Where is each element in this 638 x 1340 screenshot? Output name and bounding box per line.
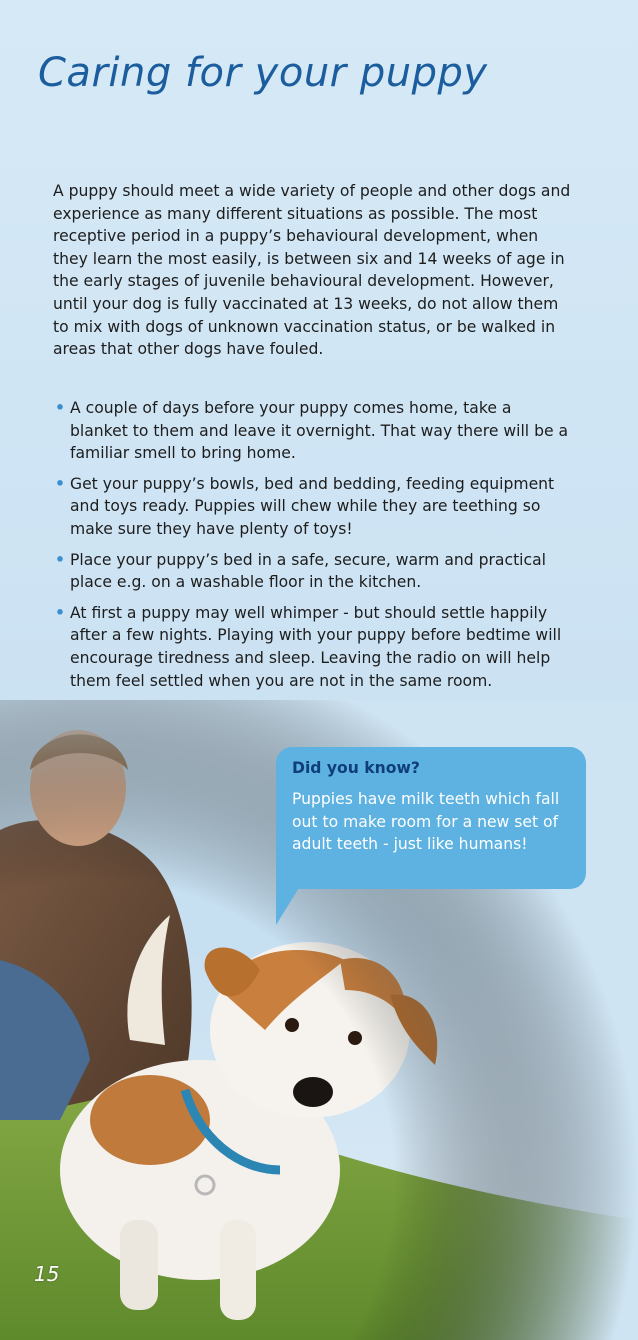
list-item-text: A couple of days before your puppy comes home, take a blanket to them and leave it overnight. That way there will be a familiar smell to bring home. [70, 399, 569, 463]
tips-list [53, 397, 573, 700]
list-item [53, 602, 573, 692]
callout-title: Did you know? [292, 759, 420, 777]
list-item [53, 473, 573, 541]
page-number: 15 [34, 1262, 60, 1286]
did-you-know-callout [276, 747, 586, 889]
list-item [53, 397, 573, 465]
bullet-icon: • [55, 550, 65, 569]
list-item-text: Get your puppy’s bowls, bed and bedding, feeding equipment and toys ready. Puppies will chew while they are teething so make sure they have plenty of toys! [70, 474, 555, 538]
intro-paragraph: A puppy should meet a wide variety of people and other dogs and experience as many different situations as possible. The most receptive period in a puppy’s behavioural development, when they learn the most easily, is between six and 14 weeks of age in the early stages of juvenile behavioural development. However, until your dog is fully vaccinated at 13 weeks, do not allow them to mix with dogs of unknown vaccination status, or be walked in areas that other dogs have fouled. [53, 182, 571, 359]
callout-body: Puppies have milk teeth which fall out to make room for a new set of adult teeth - just like humans! [292, 790, 560, 854]
list-item-text: Place your puppy’s bed in a safe, secure, warm and practical place e.g. on a washable floor in the kitchen. [70, 550, 546, 592]
list-item [53, 549, 573, 594]
bullet-icon: • [55, 399, 65, 417]
bullet-icon: • [55, 474, 65, 493]
list-item-text: At first a puppy may well whimper - but should settle happily after a few nights. Playing with your puppy before bedtime will encourage tiredness and sleep. Leaving the radio on will help them feel settled when you are not in the same room. [70, 603, 562, 690]
bullet-icon: • [55, 603, 65, 622]
page-title: Caring for your puppy [38, 50, 488, 96]
